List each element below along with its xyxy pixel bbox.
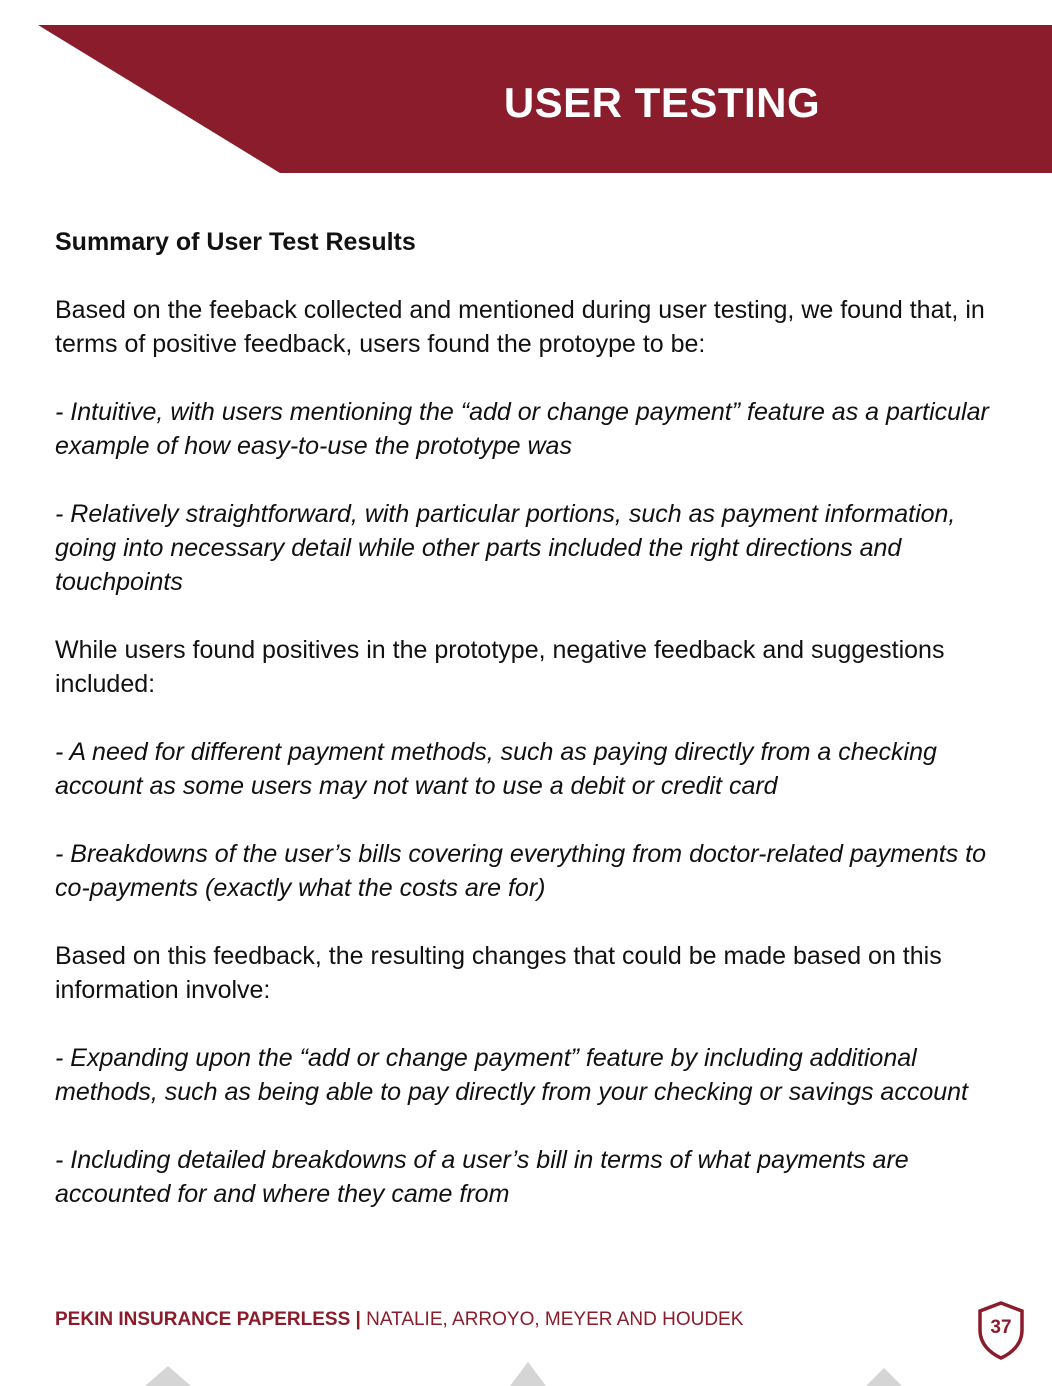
decor-diamond [510,1362,546,1386]
page-number: 37 [990,1317,1012,1338]
decor-diamond [145,1366,191,1386]
negative-point-payment-methods: - A need for different payment methods, such as paying directly from a checking account as some users may not want to use a debit or credit card [55,738,937,800]
footer [55,1308,743,1332]
section-heading: Summary of User Test Results [55,228,416,256]
bottom-decoration [0,1350,1052,1386]
footer-separator: | [350,1309,367,1330]
change-point-expand-payment: - Expanding upon the “add or change payment” feature by including additional methods, such as being able to pay directly from your checking or savings account [55,1044,968,1106]
positive-point-intuitive: - Intuitive, with users mentioning the “add or change payment” feature as a particular example of how easy-to-use the prototype was [55,398,989,460]
page-title: USER TESTING [503,79,821,126]
change-point-detailed-breakdowns: - Including detailed breakdowns of a user’s bill in terms of what payments are accounted for and where they came from [55,1146,909,1208]
footer-brand: PEKIN INSURANCE PAPERLESS [55,1309,351,1330]
changes-intro-paragraph: Based on this feedback, the resulting changes that could be made based on this information involve: [55,942,942,1004]
intro-paragraph: Based on the feeback collected and mentioned during user testing, we found that, in terms of positive feedback, users found the protoype to be: [55,296,985,358]
positive-point-straightforward: - Relatively straightforward, with particular portions, such as payment information, going into necessary detail while other parts included the right directions and touchpoints [55,500,956,596]
footer-authors: NATALIE, ARROYO, MEYER AND HOUDEK [366,1309,744,1330]
content-area [55,225,1015,1245]
negative-intro-paragraph: While users found positives in the prototype, negative feedback and suggestions included: [55,636,945,698]
negative-point-bill-breakdowns: - Breakdowns of the user’s bills covering everything from doctor-related payments to co-payments (exactly what the costs are for) [55,840,987,902]
decor-diamond [866,1368,902,1386]
